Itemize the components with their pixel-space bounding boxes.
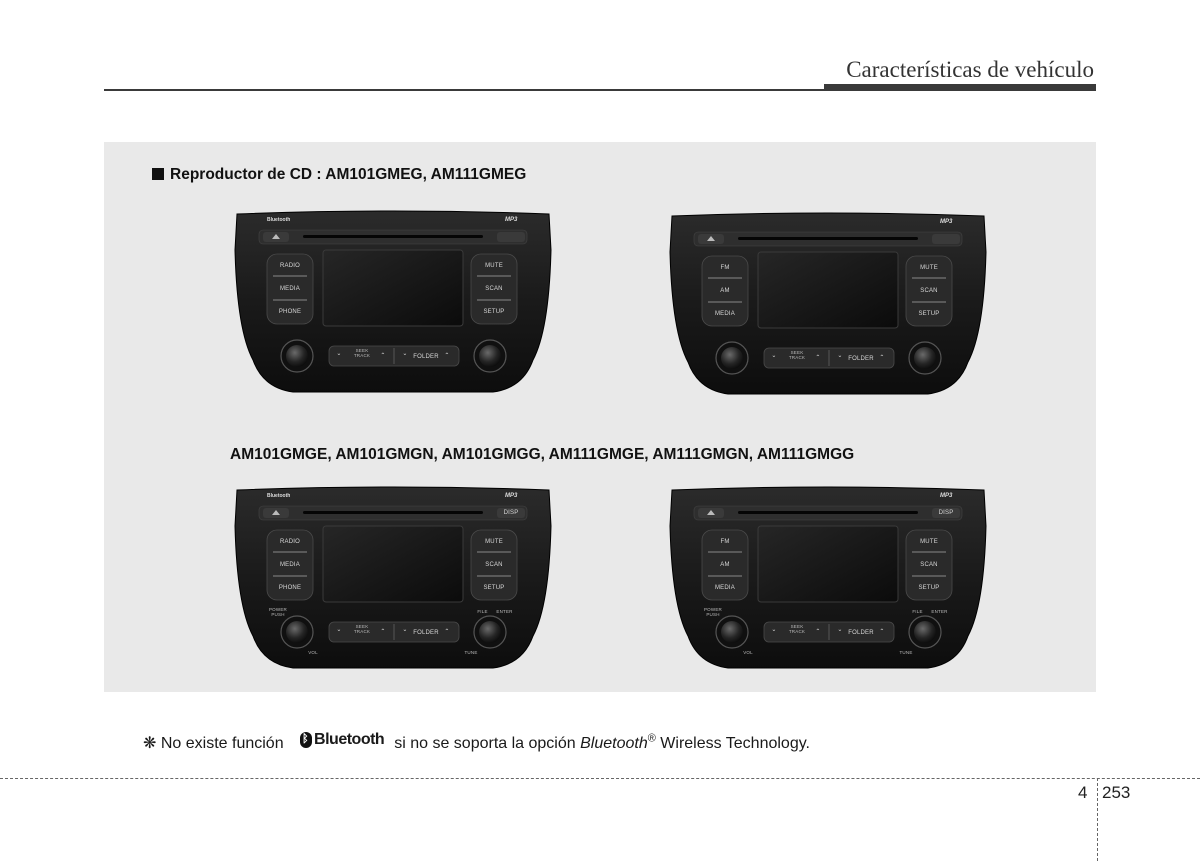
seek-track-label: SEEK TRACK bbox=[788, 624, 806, 634]
seek-up-icon: ⌃ bbox=[815, 355, 821, 361]
footnote-text-after: Wireless Technology. bbox=[660, 735, 810, 752]
folder-label: FOLDER bbox=[413, 630, 439, 636]
folder-label: FOLDER bbox=[413, 354, 439, 360]
seek-up-icon: ⌃ bbox=[380, 629, 386, 635]
vol-label: VOL bbox=[743, 650, 753, 655]
right-key-setup: SETUP bbox=[483, 585, 505, 591]
left-key-phone: PHONE bbox=[278, 309, 302, 315]
left-key-am: AM bbox=[720, 288, 730, 294]
section-heading-cd-player bbox=[152, 166, 526, 184]
file-enter-label: FILE ENTER bbox=[912, 609, 948, 614]
folder-down-icon: ⌄ bbox=[837, 353, 843, 359]
right-key-mute: MUTE bbox=[485, 539, 503, 545]
folder-down-icon: ⌄ bbox=[402, 627, 408, 633]
seek-track-label: SEEK TRACK bbox=[353, 348, 371, 358]
file-enter-label: FILE ENTER bbox=[477, 609, 513, 614]
left-key-radio: RADIO bbox=[279, 263, 300, 269]
seek-track-label: SEEK TRACK bbox=[353, 624, 371, 634]
left-key-media: MEDIA bbox=[714, 585, 735, 591]
disp-button: DISP bbox=[938, 510, 954, 516]
right-key-scan: SCAN bbox=[485, 286, 503, 292]
footer-dashed-rule bbox=[0, 778, 1200, 779]
right-key-scan: SCAN bbox=[920, 288, 938, 294]
vol-label: VOL bbox=[308, 650, 318, 655]
left-key-phone: PHONE bbox=[278, 585, 302, 591]
seek-down-icon: ⌄ bbox=[771, 353, 777, 359]
disp-button: DISP bbox=[503, 510, 519, 516]
radio-unit bbox=[233, 210, 553, 395]
section-heading-models: AM101GMGE, AM101GMGN, AM101GMGG, AM111GMGE, AM111GMGN, AM111GMGG bbox=[230, 446, 855, 463]
left-key-fm: FM bbox=[720, 539, 730, 545]
seek-down-icon: ⌄ bbox=[336, 351, 342, 357]
footnote-text-before: No existe función bbox=[160, 735, 284, 752]
tune-label: TUNE bbox=[464, 650, 478, 655]
left-key-am: AM bbox=[720, 562, 730, 568]
bluetooth-icon bbox=[300, 732, 312, 748]
folder-up-icon: ⌃ bbox=[444, 353, 450, 359]
bluetooth-logo bbox=[300, 731, 384, 749]
bluetooth-badge: Bluetooth bbox=[267, 493, 291, 499]
mp3-badge: MP3 bbox=[940, 493, 953, 499]
seek-down-icon: ⌄ bbox=[336, 627, 342, 633]
right-key-scan: SCAN bbox=[485, 562, 503, 568]
right-key-scan: SCAN bbox=[920, 562, 938, 568]
footnote-symbol: ❋ bbox=[143, 735, 157, 752]
radio-unit bbox=[233, 486, 553, 671]
folder-up-icon: ⌃ bbox=[444, 629, 450, 635]
mp3-badge: MP3 bbox=[505, 493, 518, 499]
left-key-fm: FM bbox=[720, 265, 730, 271]
mp3-badge: MP3 bbox=[940, 219, 953, 225]
right-key-mute: MUTE bbox=[920, 539, 938, 545]
seek-down-icon: ⌄ bbox=[771, 627, 777, 633]
page-chapter-number: 4 bbox=[1078, 783, 1088, 802]
radio-faceplate bbox=[233, 210, 553, 395]
left-key-media: MEDIA bbox=[714, 311, 735, 317]
header-rule-thin bbox=[104, 89, 824, 91]
page-number: 253 bbox=[1102, 783, 1131, 802]
header-rule-thick bbox=[824, 84, 1096, 91]
radio-unit bbox=[668, 212, 988, 397]
right-key-setup: SETUP bbox=[918, 585, 940, 591]
left-key-media: MEDIA bbox=[279, 562, 300, 568]
seek-up-icon: ⌃ bbox=[815, 629, 821, 635]
right-key-mute: MUTE bbox=[920, 265, 938, 271]
seek-up-icon: ⌃ bbox=[380, 353, 386, 359]
folder-up-icon: ⌃ bbox=[879, 355, 885, 361]
radio-faceplate bbox=[668, 212, 988, 397]
footnote-text-middle: si no se soporta la opción bbox=[394, 735, 576, 752]
folder-down-icon: ⌄ bbox=[837, 627, 843, 633]
radio-unit bbox=[668, 486, 988, 671]
folder-up-icon: ⌃ bbox=[879, 629, 885, 635]
left-key-media: MEDIA bbox=[279, 286, 300, 292]
mp3-badge: MP3 bbox=[505, 217, 518, 223]
registered-mark: ® bbox=[647, 732, 656, 745]
footer-dashed-divider bbox=[1097, 778, 1098, 861]
bluetooth-logo-text: Bluetooth bbox=[314, 731, 385, 748]
right-key-mute: MUTE bbox=[485, 263, 503, 269]
right-key-setup: SETUP bbox=[483, 309, 505, 315]
footnote-italic-term: Bluetooth bbox=[580, 735, 648, 752]
folder-down-icon: ⌄ bbox=[402, 351, 408, 357]
right-key-setup: SETUP bbox=[918, 311, 940, 317]
section-heading-text: Reproductor de CD : AM101GMEG, AM111GMEG bbox=[170, 166, 527, 183]
power-push-label: POWER PUSH bbox=[703, 607, 722, 617]
footnote bbox=[143, 731, 810, 753]
seek-track-label: SEEK TRACK bbox=[788, 350, 806, 360]
bullet-square-icon bbox=[152, 168, 164, 180]
power-push-label: POWER PUSH bbox=[268, 607, 287, 617]
bluetooth-badge: Bluetooth bbox=[267, 217, 291, 223]
tune-label: TUNE bbox=[899, 650, 913, 655]
page-header-title: Características de vehículo bbox=[846, 57, 1094, 82]
left-key-radio: RADIO bbox=[279, 539, 300, 545]
folder-label: FOLDER bbox=[848, 630, 874, 636]
folder-label: FOLDER bbox=[848, 356, 874, 362]
